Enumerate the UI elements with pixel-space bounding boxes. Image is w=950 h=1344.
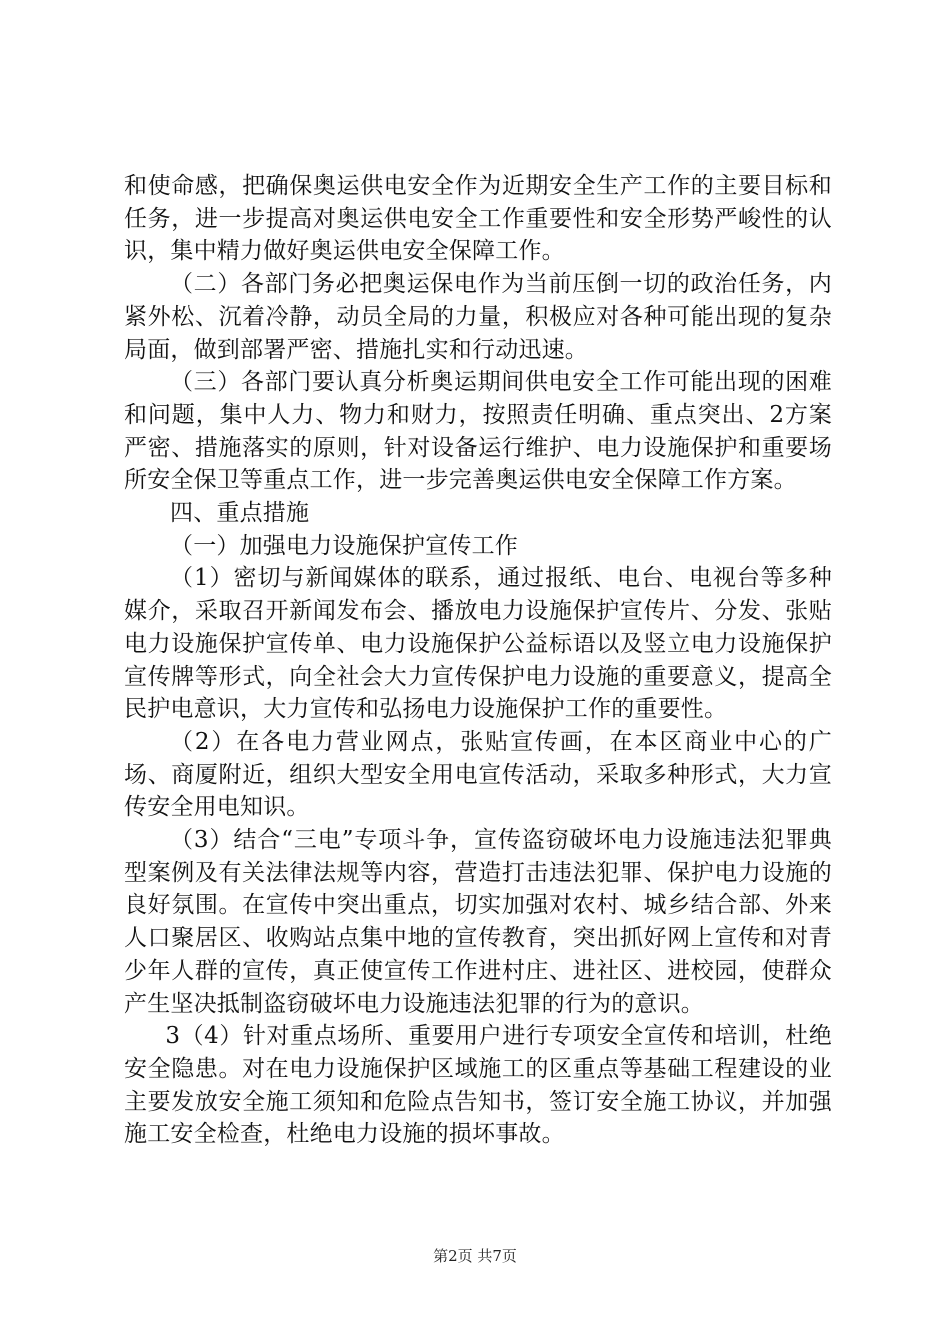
paragraph-point-1: （1）密切与新闻媒体的联系，通过报纸、电台、电视台等多种媒介，采取召开新闻发布会、播放电力设施保护宣传片、分发、张贴电力设施保护宣传单、电力设施保护公益标语以及竖立电力设施保护宣传牌等形式，向全社会大力宣传保护电力设施的重要意义，提高全民护电意识，大力宣传和弘扬电力设施保护工作的重要性。 [124, 565, 832, 723]
document-body [124, 170, 832, 1151]
paragraph-point-2: （2）在各电力营业网点，张贴宣传画，在本区商业中心的广场、商厦附近，组织大型安全用电宣传活动，采取多种形式，大力宣传安全用电知识。 [124, 728, 832, 821]
paragraph-continuation: 和使命感，把确保奥运供电安全作为近期安全生产工作的主要目标和任务，进一步提高对奥运供电安全工作重要性和安全形势严峻性的认识，集中精力做好奥运供电安全保障工作。 [124, 173, 832, 265]
paragraph-item-3: （三）各部门要认真分析奥运期间供电安全工作可能出现的困难和问题，集中人力、物力和财力，按照责任明确、重点突出、2方案严密、措施落实的原则，针对设备运行维护、电力设施保护和重要场所安全保卫等重点工作，进一步完善奥运供电安全保障工作方案。 [124, 369, 832, 494]
page-footer: 第2页 共7页 [433, 1247, 517, 1265]
section-heading-measures: 四、重点措施 [170, 500, 310, 527]
paragraph-item-2: （二）各部门务必把奥运保电作为当前压倒一切的政治任务，内紧外松、沉着冷静，动员全局的力量，积极应对各种可能出现的复杂局面，做到部署严密、措施扎实和行动迅速。 [124, 271, 832, 363]
paragraph-point-4: 3（4）针对重点场所、重要用户进行专项安全宣传和培训，杜绝安全隐患。对在电力设施保护区域施工的区重点等基础工程建设的业主要发放安全施工须知和危险点告知书，签订安全施工协议，并加强施工安全检查，杜绝电力设施的损坏事故。 [124, 1023, 832, 1148]
paragraph-point-3: （3）结合“三电”专项斗争，宣传盗窃破坏电力设施违法犯罪典型案例及有关法律法规等内容，营造打击违法犯罪、保护电力设施的良好氛围。在宣传中突出重点，切实加强对农村、城乡结合部、外来人口聚居区、收购站点集中地的宣传教育，突出抓好网上宣传和对青少年人群的宣传，真正使宣传工作进村庄、进社区、进校园，使群众产生坚决抵制盗窃破坏电力设施违法犯罪的行为的意识。 [124, 827, 832, 1017]
subsection-heading-publicity: （一）加强电力设施保护宣传工作 [170, 532, 518, 559]
